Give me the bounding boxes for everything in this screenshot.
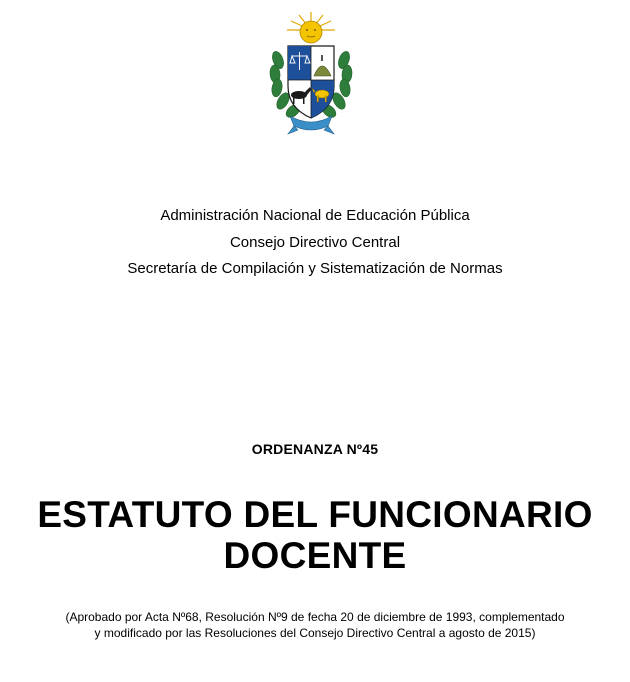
secretariat-name: Secretaría de Compilación y Sistematización de Normas [127, 260, 503, 277]
approval-note [0, 609, 630, 641]
institution-name: Administración Nacional de Educación Pública [160, 207, 470, 224]
approval-note-line-2: y modificado por las Resoluciones del Consejo Directivo Central a agosto de 2015) [94, 626, 536, 640]
document-title-line-2: DOCENTE [223, 535, 407, 576]
coat-of-arms-icon [266, 8, 356, 138]
document-title-line-1: ESTATUTO DEL FUNCIONARIO [37, 494, 593, 535]
document-title [0, 494, 630, 576]
council-name: Consejo Directivo Central [229, 233, 401, 251]
ordinance-number: ORDENANZA Nº45 [251, 441, 379, 457]
approval-note-line-1: (Aprobado por Acta Nº68, Resolución Nº9 de fecha 20 de diciembre de 1993, complementado [65, 610, 565, 624]
institution-header [0, 203, 630, 283]
